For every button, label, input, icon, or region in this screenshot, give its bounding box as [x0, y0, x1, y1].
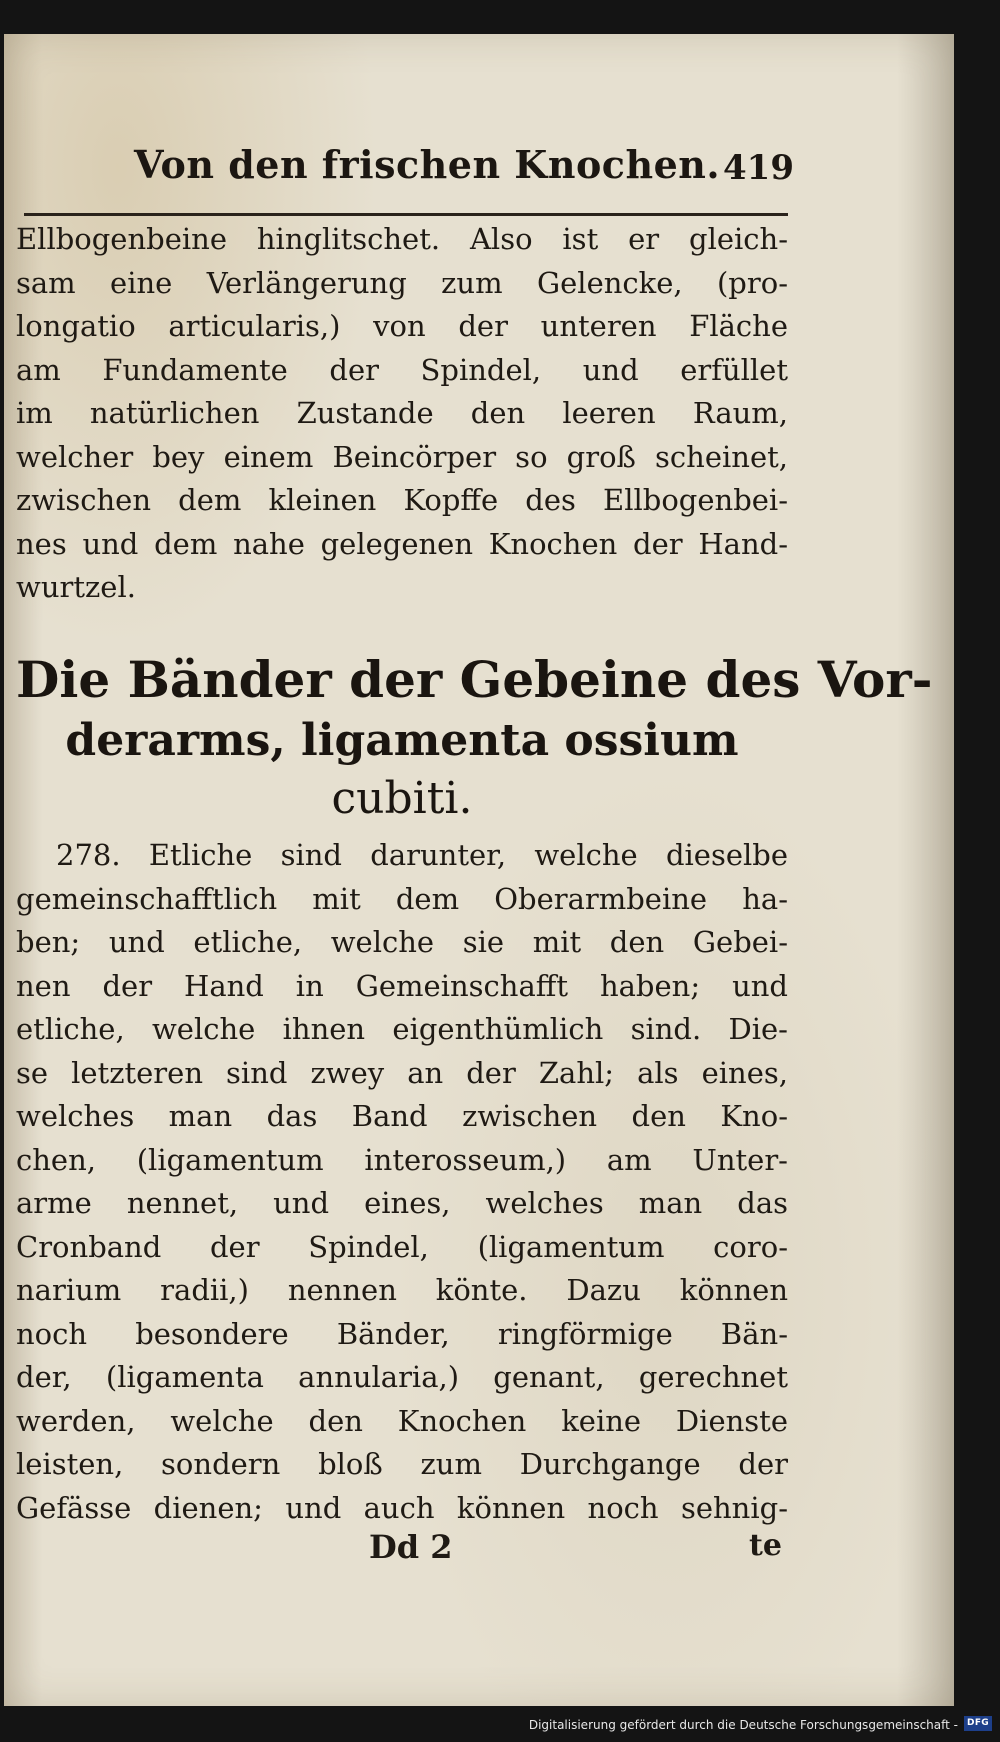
text-line: se letzteren sind zwey an der Zahl; als eines,	[16, 1055, 788, 1090]
text-line: arme nennet, und eines, welches man das	[16, 1186, 788, 1220]
section-heading-line-1: Die Bänder der Gebeine des Vor-	[16, 650, 933, 709]
catchword: te	[749, 1528, 782, 1563]
signature-mark: Dd 2	[369, 1528, 453, 1566]
paragraph-continued	[16, 218, 788, 610]
text-line: ben; und etliche, welche sie mit den Gebei-	[16, 925, 788, 959]
book-page	[4, 34, 954, 1706]
text-line: zwischen dem kleinen Kopffe des Ellbogenbei-	[16, 483, 788, 517]
text-line: wurtzel.	[16, 570, 136, 604]
page-number: 419	[723, 148, 794, 188]
text-line: longatio articularis,) von der unteren Fläche	[16, 309, 788, 343]
text-line: im natürlichen Zustande den leeren Raum,	[16, 396, 788, 430]
text-line: Cronband der Spindel, (ligamentum coro-	[16, 1229, 788, 1264]
text-line: nen der Hand in Gemeinschafft haben; und	[16, 968, 788, 1003]
text-line: werden, welche den Knochen keine Dienste	[16, 1403, 788, 1438]
paragraph-278	[16, 834, 788, 1530]
section-heading-line-3: cubiti.	[331, 773, 473, 824]
text-line: am Fundamente der Spindel, und erfüllet	[16, 352, 788, 387]
text-line: Gefässe dienen; und auch können noch sehnig-	[16, 1490, 788, 1525]
text-line: welcher bey einem Beincörper so groß scheinet,	[16, 439, 788, 474]
section-heading-line-2: derarms, ligamenta ossium	[65, 715, 739, 766]
text-line: narium radii,) nennen könte. Dazu können	[16, 1273, 788, 1307]
text-line: leisten, sondern bloß zum Durchgange der	[16, 1447, 788, 1481]
running-head: Von den frischen Knochen.	[134, 142, 721, 187]
text-line: sam eine Verlängerung zum Gelencke, (pro-	[16, 265, 788, 300]
text-line: welches man das Band zwischen den Kno-	[16, 1099, 788, 1133]
page-header	[134, 142, 794, 202]
text-line: noch besondere Bänder, ringförmige Bän-	[16, 1316, 788, 1351]
dfg-logo-icon: DFG	[964, 1716, 992, 1731]
text-line: Ellbogenbeine hinglitschet. Also ist er gleich-	[16, 222, 788, 256]
text-line: chen, (ligamentum interosseum,) am Unter-	[16, 1142, 788, 1177]
text-line: 278. Etliche sind darunter, welche dieselbe	[56, 838, 788, 872]
text-line: gemeinschafftlich mit dem Oberarmbeine ha-	[16, 881, 788, 916]
text-line: der, (ligamenta annularia,) genant, gerechnet	[16, 1360, 788, 1394]
text-line: etliche, welche ihnen eigenthümlich sind. Die-	[16, 1012, 788, 1046]
section-heading	[16, 648, 933, 828]
text-line: nes und dem nahe gelegenen Knochen der Hand-	[16, 526, 788, 561]
header-rule	[24, 213, 788, 216]
digitization-credit: Digitalisierung gefördert durch die Deutsche Forschungsgemeinschaft -	[528, 1718, 958, 1732]
